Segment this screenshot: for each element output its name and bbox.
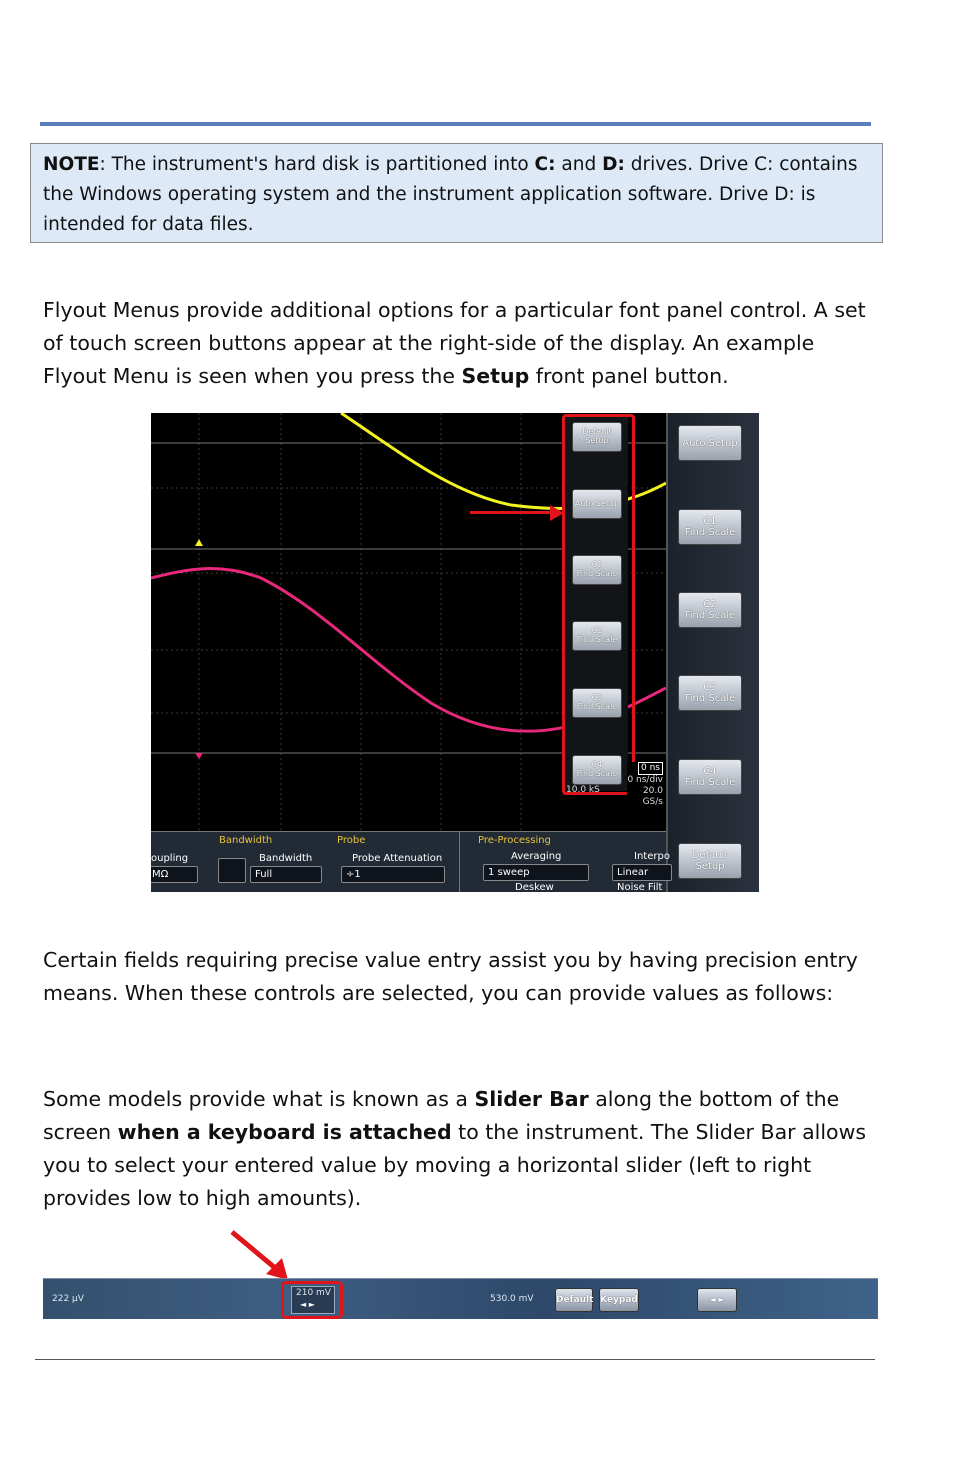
channel-setup-panel: [151, 831, 670, 892]
flyout-menu-screenshot: [151, 413, 759, 892]
c3-find-scale-button[interactable]: [678, 675, 742, 711]
note-text-2: and: [555, 154, 603, 175]
slider-left-value: 222 µV: [52, 1294, 84, 1304]
c2-find-scale-button[interactable]: [678, 592, 742, 628]
note-text-3: drives. Drive C: contains the Windows operating system and the instrument application software. Drive D: is intended for data files.: [43, 154, 858, 235]
button-action-label: Find Scale: [684, 693, 736, 704]
slider-default-button[interactable]: Default: [555, 1288, 593, 1312]
button-channel-label: C1: [703, 516, 717, 527]
flyout-default-setup-button[interactable]: Default Setup: [572, 422, 622, 452]
coupling-field[interactable]: MΩ: [151, 866, 198, 883]
button-action-label: Find Scale: [576, 769, 618, 778]
c4-find-scale-button[interactable]: [678, 759, 742, 795]
slider-highlight-box: [281, 1281, 343, 1319]
default-setup-button[interactable]: Default Setup: [678, 843, 742, 879]
button-channel-label: C2: [703, 599, 717, 610]
bandwidth-label: Bandwidth: [259, 853, 313, 864]
slider-bar-bold: Slider Bar: [474, 1087, 589, 1111]
averaging-field[interactable]: 1 sweep: [483, 864, 589, 881]
probe-attenuation-field[interactable]: ÷1: [341, 866, 445, 883]
bandwidth-field[interactable]: Full: [250, 866, 322, 883]
note-c-drive: C:: [534, 154, 556, 175]
flyout-paragraph: [43, 294, 883, 393]
slider-text-1: Some models provide what is known as a: [43, 1087, 475, 1111]
button-action-label: Find Scale: [576, 569, 618, 578]
flyout-text-2: front panel button.: [529, 364, 729, 388]
button-channel-label: C2: [591, 626, 603, 636]
slider-center-arrows-icon[interactable]: ◄ ►: [300, 1300, 315, 1309]
button-channel-label: C4: [703, 766, 717, 777]
probe-attenuation-label: Probe Attenuation: [352, 853, 443, 864]
flyout-auto-setup-button[interactable]: Auto Setup: [572, 489, 622, 519]
bandwidth-filter-icon[interactable]: [218, 858, 246, 883]
flyout-highlight-box: [562, 414, 635, 795]
flyout-text-1: Flyout Menus provide additional options for a particular font panel control. A set of touch screen buttons appear at the right-side of the display. An example Flyout Menu is seen when you press the: [43, 298, 866, 388]
slider-keypad-button[interactable]: Keypad: [599, 1288, 639, 1312]
panel-divider: [459, 832, 460, 892]
setup-flyout-panel: [666, 413, 759, 892]
deskew-label: Deskew: [515, 882, 554, 892]
note-text-1: : The instrument's hard disk is partitioned into: [99, 154, 535, 175]
note-d-drive: D:: [602, 154, 625, 175]
button-action-label: Find Scale: [684, 610, 736, 621]
timebase-readout: 0 ns 0 ns/div 20.0 GS/s: [627, 763, 663, 807]
sample-count: 10.0 kS: [566, 785, 600, 795]
button-channel-label: C3: [591, 693, 603, 703]
pointer-arrow-shaft: [470, 511, 552, 514]
flyout-setup-bold: Setup: [461, 364, 530, 388]
slider-right-value: 530.0 mV: [490, 1294, 534, 1304]
footer-rule: [35, 1359, 875, 1360]
button-action-label: Find Scale: [684, 527, 736, 538]
c1-find-scale-button[interactable]: [678, 509, 742, 545]
button-action-label: Find Scale: [576, 635, 618, 644]
slider-arrows-button[interactable]: ◄ ►: [697, 1288, 737, 1312]
interpolation-label: Interpo: [634, 851, 670, 862]
bandwidth-heading: Bandwidth: [219, 835, 273, 846]
button-action-label: Find Scale: [684, 777, 736, 788]
slider-paragraph: [43, 1083, 883, 1215]
keyboard-attached-bold: when a keyboard is attached: [117, 1120, 452, 1144]
pointer-arrow-icon: [550, 505, 564, 521]
button-action-label: Find Scale: [576, 702, 618, 711]
note-label: NOTE: [43, 154, 100, 175]
averaging-label: Averaging: [511, 851, 562, 862]
preprocessing-heading: Pre-Processing: [478, 835, 551, 846]
coupling-label: oupling: [151, 853, 189, 864]
slider-text-3: to the instrument. The Slider Bar allows you to select your entered value by moving a horizontal slider (left to right provides low to high amounts).: [43, 1120, 867, 1210]
slider-pointer-arrow-icon: [228, 1228, 298, 1284]
button-channel-label: C1: [591, 560, 603, 570]
slider-text-2: along the bottom of the screen: [43, 1087, 840, 1144]
trigger-marker-pink: [195, 753, 203, 759]
button-channel-label: C4: [591, 760, 603, 770]
precision-paragraph: Certain fields requiring precise value entry assist you by having precision entry means. When these controls are selected, you can provide values as follows:: [43, 948, 858, 1005]
trigger-marker-yellow: [195, 539, 203, 546]
slider-center-value: 210 mV: [296, 1288, 331, 1298]
note-box: [30, 143, 883, 243]
auto-setup-button[interactable]: Auto Setup: [678, 425, 742, 461]
button-channel-label: C3: [703, 682, 717, 693]
noise-filter-label: Noise Filt: [617, 882, 663, 892]
probe-heading: Probe: [337, 835, 366, 846]
interpolation-field[interactable]: Linear: [612, 864, 672, 881]
header-rule: [40, 122, 871, 126]
slider-bar-screenshot: [43, 1278, 878, 1319]
